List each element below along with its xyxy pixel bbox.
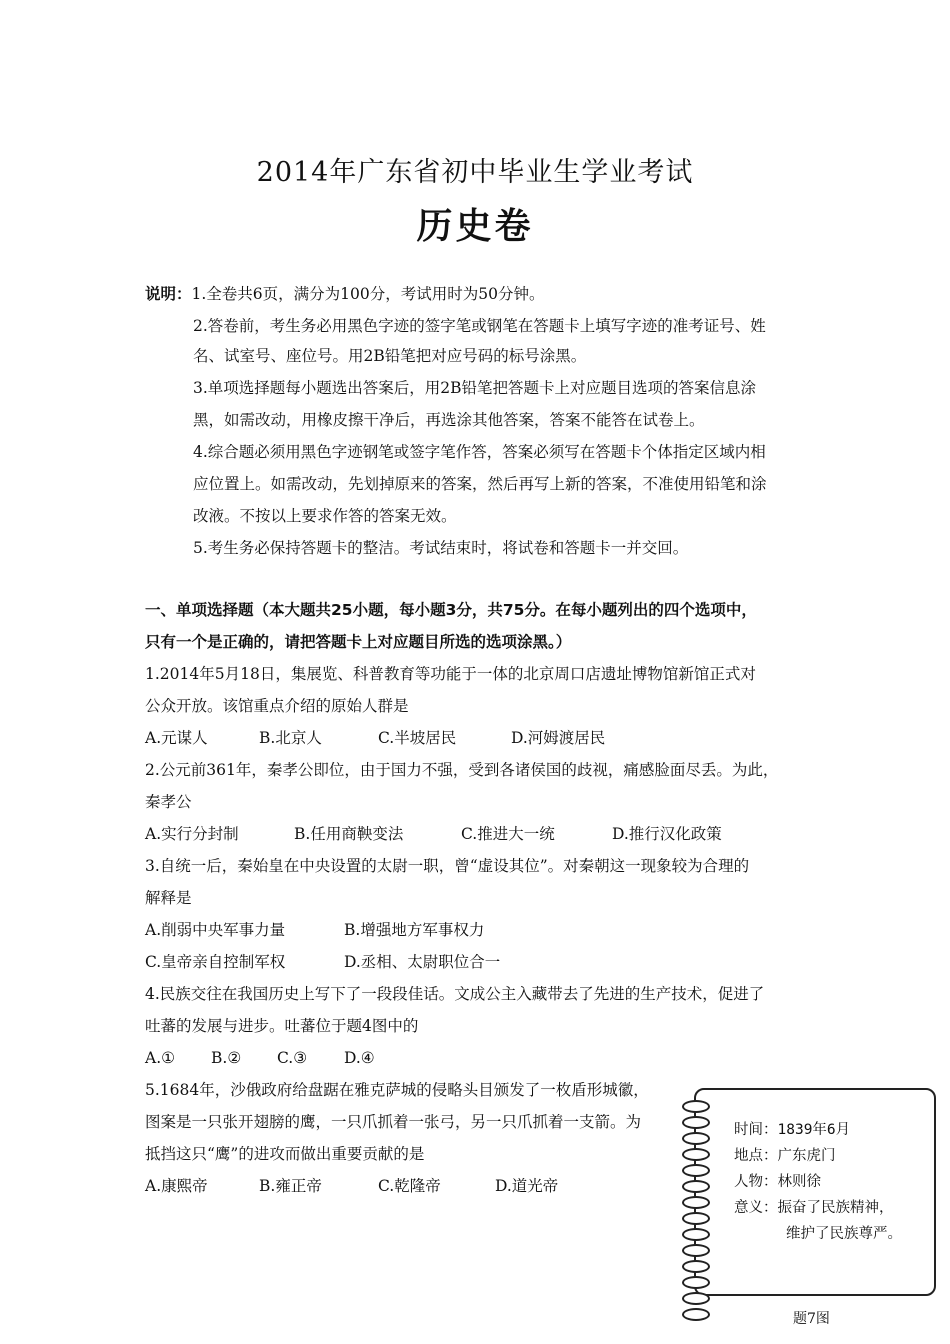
q5-option-a: A.康熙帝 [145, 1177, 208, 1195]
section-heading: 只有一个是正确的，请把答题卡上对应题目所选的选项涂黑。） [145, 633, 572, 651]
q5-option-c: C.乾隆帝 [378, 1177, 441, 1195]
q4-option-a: A.① [145, 1049, 176, 1067]
q3-option-a: A.削弱中央军事力量 [145, 921, 286, 939]
instruction-line: 改液。不按以上要求作答的答案无效。 [193, 507, 457, 525]
instruction-line: 3.单项选择题每小题选出答案后，用2B铅笔把答题卡上对应题目选项的答案信息涂 [193, 379, 757, 397]
question-2-stem: 2.公元前361年，秦孝公即位，由于国力不强，受到各诸侯国的歧视，痛感脸面尽丢。为此， [145, 761, 779, 779]
spiral-binding-icon [682, 1100, 716, 1324]
fig7-meaning-label: 意义： [734, 1200, 778, 1216]
q4-option-b: B.② [211, 1049, 242, 1067]
fig7-person [734, 1172, 821, 1192]
q3-option-c: C.皇帝亲自控制军权 [145, 953, 286, 971]
instruction-line: 黑，如需改动，用橡皮擦干净后，再选涂其他答案，答案不能答在试卷上。 [193, 411, 705, 429]
question-3-stem: 3.自统一后，秦始皇在中央设置的太尉一职，曾“虚设其位”。对秦朝这一现象较为合理的 [145, 857, 750, 875]
q3-option-d: D.丞相、太尉职位合一 [344, 953, 501, 971]
instruction-line: 5.考生务必保持答题卡的整洁。考试结束时，将试卷和答题卡一并交回。 [193, 539, 689, 557]
q2-option-b: B.任用商鞅变法 [294, 825, 404, 843]
fig7-time [734, 1120, 850, 1140]
exam-title: 2014年广东省初中毕业生学业考试 [256, 157, 694, 188]
q5-option-b: B.雍正帝 [259, 1177, 322, 1195]
fig7-time-value: 1839年6月 [777, 1122, 851, 1138]
instruction-line: 应位置上。如需改动，先划掉原来的答案，然后再写上新的答案，不准使用铅笔和涂 [193, 475, 767, 493]
instruction-line: 1.全卷共6页，满分为100分，考试用时为50分钟。 [191, 285, 545, 303]
question-2-stem: 秦孝公 [145, 793, 192, 811]
fig7-meaning-line: 振奋了民族精神， [777, 1200, 894, 1216]
exam-subtitle: 历史卷 [416, 206, 534, 247]
q1-option-d: D.河姆渡居民 [511, 729, 606, 747]
question-4-stem: 4.民族交往在我国历史上写下了一段段佳话。文成公主入藏带去了先进的生产技术，促进了 [145, 985, 765, 1003]
figure-7-caption: 题7图 [793, 1311, 830, 1327]
figure-7-notebook [694, 1088, 936, 1296]
question-4-stem: 吐蕃的发展与进步。吐蕃位于题4图中的 [145, 1017, 419, 1035]
q4-option-c: C.③ [277, 1049, 308, 1067]
instructions-label-text: 说明： [145, 285, 192, 303]
question-5-stem: 图案是一只张开翅膀的鹰，一只爪抓着一张弓，另一只爪抓着一支箭。为 [145, 1113, 642, 1131]
fig7-place-label: 地点： [734, 1148, 778, 1164]
q2-option-c: C.推进大一统 [461, 825, 555, 843]
q5-option-d: D.道光帝 [495, 1177, 559, 1195]
question-1-stem: 公众开放。该馆重点介绍的原始人群是 [145, 697, 409, 715]
instruction-line: 4.综合题必须用黑色字迹钢笔或签字笔作答，答案必须写在答题卡个体指定区域内相 [193, 443, 766, 461]
instructions-label [145, 284, 544, 304]
q3-option-b: B.增强地方军事权力 [344, 921, 485, 939]
question-3-stem: 解释是 [145, 889, 192, 907]
q1-option-c: C.半坡居民 [378, 729, 457, 747]
q1-option-b: B.北京人 [259, 729, 322, 747]
fig7-person-value: 林则徐 [777, 1174, 821, 1190]
instruction-line: 2.答卷前，考生务必用黑色字迹的签字笔或钢笔在答题卡上填写字迹的准考证号、姓 [193, 317, 766, 335]
instruction-line: 名、试室号、座位号。用2B铅笔把对应号码的标号涂黑。 [193, 347, 587, 365]
q2-option-d: D.推行汉化政策 [612, 825, 722, 843]
fig7-time-label: 时间： [734, 1122, 778, 1138]
question-5-stem: 抵挡这只“鹰”的进攻而做出重要贡献的是 [145, 1145, 425, 1163]
section-heading: 一、单项选择题（本大题共25小题，每小题3分，共75分。在每小题列出的四个选项中， [145, 601, 757, 619]
fig7-place [734, 1146, 836, 1166]
question-5-stem: 5.1684年，沙俄政府给盘踞在雅克萨城的侵略头目颁发了一枚盾形城徽， [145, 1081, 649, 1099]
q2-option-a: A.实行分封制 [145, 825, 239, 843]
q4-option-d: D.④ [344, 1049, 375, 1067]
q1-option-a: A.元谋人 [145, 729, 208, 747]
fig7-place-value: 广东虎门 [777, 1148, 836, 1164]
question-1-stem: 1.2014年5月18日，集展览、科普教育等功能于一体的北京周口店遗址博物馆新馆正式对 [145, 665, 756, 683]
fig7-meaning [734, 1198, 894, 1218]
fig7-person-label: 人物： [734, 1174, 778, 1190]
fig7-meaning-line: 维护了民族尊严。 [786, 1226, 902, 1242]
